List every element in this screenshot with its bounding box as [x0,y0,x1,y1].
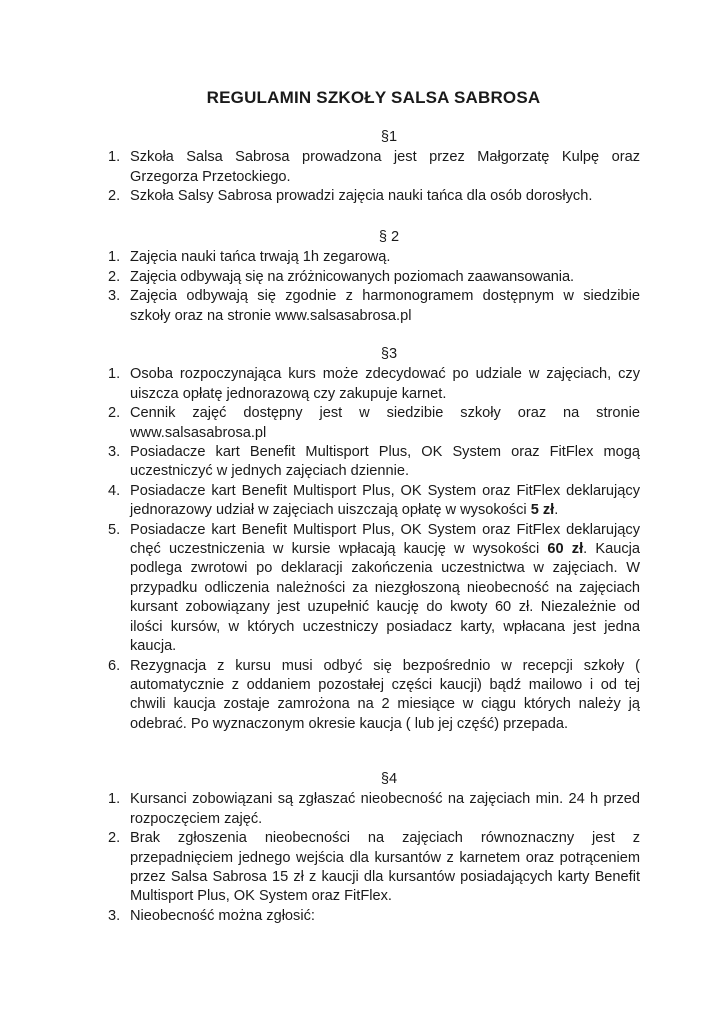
list-number: 1. [108,791,121,808]
list-text: Zajęcia odbywają się na zróżnicowanych poziomach zaawansowania. [130,268,574,285]
section-list [108,365,640,734]
section-2 [108,228,640,326]
list-text: Rezygnacja z kursu musi odbyć się bezpośrednio w recepcji szkoły ( automatycznie z oddaniem pozostałej części kaucji) bądź mailowo i od tej chwili kaucja zostaje zamrożona na 2 miesiące w ciągu których należy ją odebrać. Po wyznaczonym okresie kaucja ( lub jej część) przepada. [130,657,640,732]
list-item [108,187,640,206]
list-text-part: Posiadacze kart Benefit Multisport Plus, OK System oraz FitFlex deklarujący chęć uczestniczenia w kursie wpłacają kaucję w wysokości [130,521,640,558]
list-item [108,907,640,926]
list-item [108,287,640,326]
list-number: 4. [108,482,121,499]
list-item [108,443,640,482]
section-list [108,248,640,326]
section-heading: § 2 [378,229,400,245]
list-text: Kursanci zobowiązani są zgłaszać nieobecność na zajęciach min. 24 h przed rozpoczęciem zajęć. [130,791,640,827]
list-item [108,248,640,267]
list-text: Osoba rozpoczynająca kurs może zdecydować po udziale w zajęciach, czy uiszcza opłatę jednorazową czy zakupuje karnet. [130,366,640,402]
list-number: 2. [108,405,121,422]
section-list [108,790,640,926]
list-number: 2. [108,188,121,205]
list-text: Nieobecność można zgłosić: [130,907,315,924]
list-number: 6. [108,657,121,674]
list-item [108,404,640,443]
list-number: 5. [108,521,121,538]
list-text: Szkoła Salsy Sabrosa prowadzi zajęcia nauki tańca dla osób dorosłych. [130,188,593,205]
list-item [108,482,640,521]
list-number: 1. [108,249,121,266]
list-text-part: . Kaucja podlega zwrotowi po deklaracji zakończenia uczestnictwa w zajęciach. W przypadku odliczenia należności za niezgłoszoną nieobecność na zajęciach kursant zobowiązany jest uzupełnić kaucję do kwoty 60 zł. Niezależnie od ilości kursów, w których uczestniczy posiadacz karty, wpłacana jest jedna kaucja. [130,541,641,655]
list-text: Cennik zajęć dostępny jest w siedzibie szkoły oraz na stronie www.salsasabrosa.pl [130,405,640,441]
fee-amount: 5 zł [530,502,555,519]
section-heading: §3 [380,346,398,362]
list-item [108,148,640,187]
list-number: 2. [108,268,121,285]
section-4 [108,770,640,926]
list-item [108,365,640,404]
list-number: 3. [108,907,121,924]
list-text: Brak zgłoszenia nieobecności na zajęciach równoznaczny jest z przepadnięciem jednego wejścia dla kursantów z karnetem oraz potrąceniem przez Salsa Sabrosa 15 zł z kaucji dla kursantów posiadających karty Benefit Multisport Plus, OK System oraz FitFlex. [130,830,640,905]
list-text: Szkoła Salsa Sabrosa prowadzona jest przez Małgorzatę Kulpę oraz Grzegorza Przetockiego. [130,149,640,185]
section-list [108,148,640,206]
list-item [108,657,640,735]
list-item [108,521,640,657]
list-item [108,790,640,829]
list-text: Zajęcia odbywają się zgodnie z harmonogramem dostępnym w siedzibie szkoły oraz na stronie www.salsasabrosa.pl [130,288,640,324]
list-number: 1. [108,149,121,166]
section-heading: §4 [380,771,398,787]
document-title: REGULAMIN SZKOŁY SALSA SABROSA [206,88,541,107]
section-3 [108,345,640,734]
list-text-part: . [554,502,559,519]
list-number: 1. [108,366,121,383]
section-heading: §1 [380,129,398,145]
section-1 [108,128,640,207]
list-text: Posiadacze kart Benefit Multisport Plus, OK System oraz FitFlex mogą uczestniczyć w jednych zajęciach dziennie. [130,444,640,480]
list-text-part: Posiadacze kart Benefit Multisport Plus, OK System oraz FitFlex deklarujący jednorazowy udział w zajęciach uiszczają opłatę w wysokości [130,482,640,519]
list-text [130,483,640,518]
list-item [108,268,640,287]
list-number: 3. [108,444,121,461]
deposit-amount: 60 zł [547,541,584,558]
list-text: Zajęcia nauki tańca trwają 1h zegarową. [130,249,391,266]
list-item [108,829,640,907]
list-number: 2. [108,830,121,847]
list-number: 3. [108,288,121,305]
list-text [130,522,640,654]
